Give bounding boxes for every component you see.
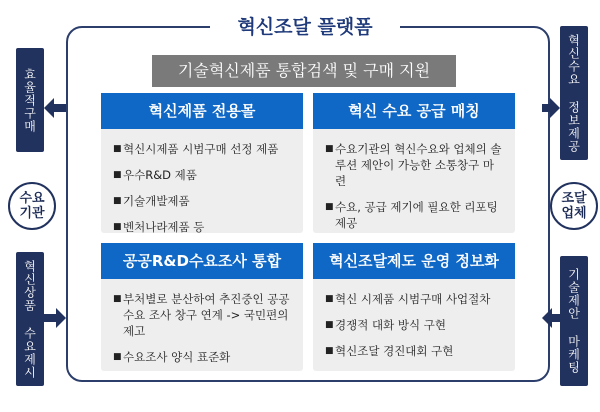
bullet-icon: ■ [113, 170, 122, 180]
bullet-icon: ■ [325, 346, 334, 356]
bullet-text: 우수R&D 제품 [123, 168, 197, 182]
panel-public-rnd-survey [101, 243, 303, 371]
bullet-item [325, 317, 505, 333]
panel-body [101, 279, 303, 371]
panel-body [101, 129, 303, 233]
left-top-arrow-icon [44, 98, 66, 118]
platform-title: 혁신조달 플랫폼 [210, 12, 400, 42]
bullet-text: 혁신조달 경진대회 구현 [335, 344, 454, 358]
panel-heading: 공공R&D수요조사 통합 [101, 243, 303, 279]
bullet-text: 수요기관의 혁신수요와 업체의 솔루션 제안이 가능한 소통창구 마련 [335, 142, 502, 188]
bullet-icon: ■ [113, 196, 122, 206]
bullet-icon: ■ [325, 144, 334, 154]
bullet-icon: ■ [325, 294, 334, 304]
bullet-text: 부처별로 분산하여 추진중인 공공수요 조사 창구 연계 -> 국민편의 제고 [123, 292, 290, 338]
platform-subtitle: 기술혁신제품 통합검색 및 구매 지원 [152, 55, 456, 87]
right-bottom-label: 기술제안 마케팅 [560, 256, 588, 386]
bullet-text: 혁신 시제품 시범구매 사업절차 [335, 292, 491, 306]
bullet-text: 수요조사 양식 표준화 [123, 350, 231, 364]
bullet-icon: ■ [113, 294, 122, 304]
demand-agency-circle: 수요 기관 [8, 182, 56, 230]
left-bottom-label: 혁신상품 수요제시 [16, 252, 44, 386]
panel-heading: 혁신 수요 공급 매칭 [313, 93, 515, 129]
bullet-item [113, 291, 293, 339]
bullet-item [325, 199, 505, 231]
right-bottom-arrow-icon [542, 308, 560, 328]
panel-body [313, 129, 515, 233]
panel-procurement-system-informatization [313, 243, 515, 371]
left-bottom-arrow-icon [44, 308, 66, 328]
right-top-label: 혁신수요 정보제공 [560, 26, 588, 160]
bullet-item [113, 349, 293, 365]
bullet-icon: ■ [113, 144, 122, 154]
panel-innovation-mall [101, 93, 303, 233]
bullet-text: 기술개발제품 [123, 194, 190, 208]
bullet-item [325, 141, 505, 189]
left-top-label: 효율적구매 [16, 48, 44, 152]
bullet-icon: ■ [325, 320, 334, 330]
bullet-text: 경쟁적 대화 방식 구현 [335, 318, 446, 332]
bullet-text: 수요, 공급 제기에 필요한 리포팅 제공 [335, 200, 498, 230]
bullet-icon: ■ [325, 202, 334, 212]
bullet-item [325, 291, 505, 307]
bullet-item [113, 193, 293, 209]
bullet-item [113, 141, 293, 157]
panel-demand-supply-matching [313, 93, 515, 233]
bullet-text: 혁신시제품 시범구매 선정 제품 [123, 142, 279, 156]
supplier-circle: 조달 업체 [550, 182, 598, 230]
bullet-text: 벤처나라제품 등 [123, 220, 205, 234]
right-top-arrow-icon [542, 98, 560, 118]
bullet-item [113, 219, 293, 235]
panel-heading: 혁신조달제도 운영 정보화 [313, 243, 515, 279]
panel-body [313, 279, 515, 371]
bullet-icon: ■ [113, 352, 122, 362]
bullet-icon: ■ [113, 222, 122, 232]
bullet-item [325, 343, 505, 359]
bullet-item [113, 167, 293, 183]
panel-heading: 혁신제품 전용몰 [101, 93, 303, 129]
